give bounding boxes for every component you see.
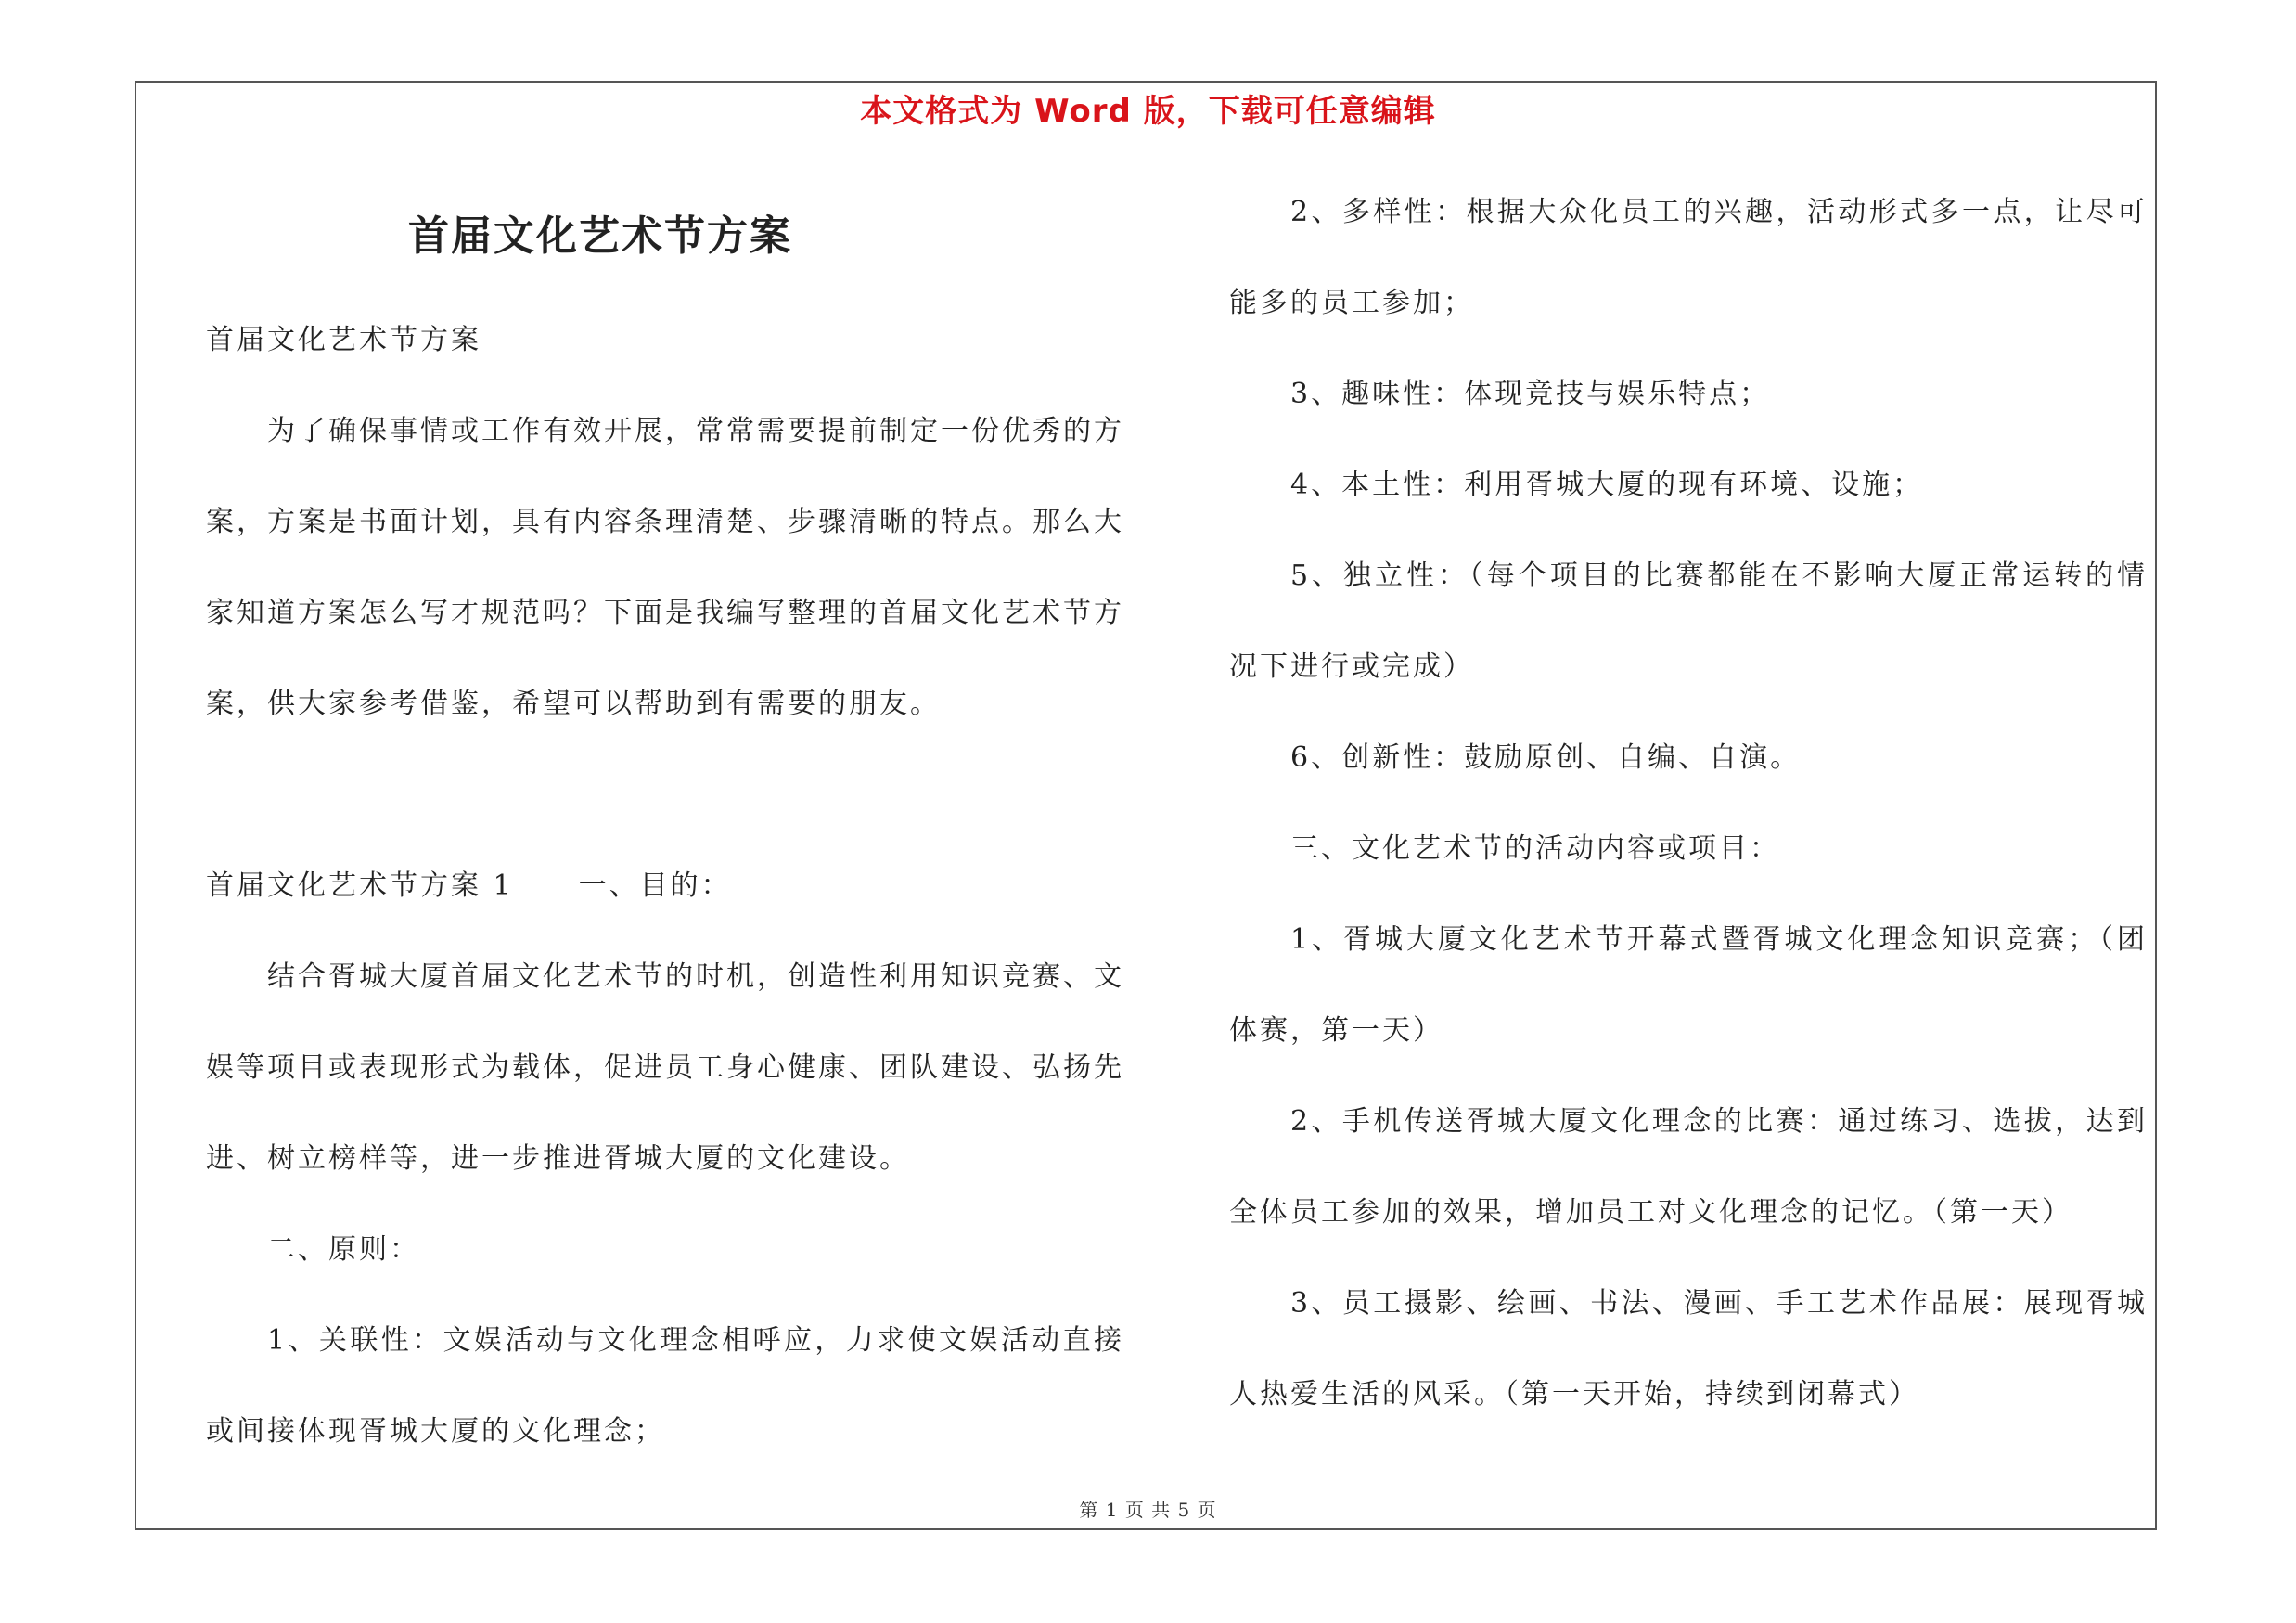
word-format-banner: 本文格式为 Word 版，下载可任意编辑 <box>860 93 1436 130</box>
principle-2-paragraph: 2、多样性：根据大众化员工的兴趣，活动形式多一点，让尽可能多的员工参加； <box>1229 196 2148 319</box>
paragraph-gap <box>206 750 1124 841</box>
principle-1-paragraph: 1、关联性：文娱活动与文化理念相呼应，力求使文娱活动直接或间接体现胥城大厦的文化理念； <box>206 1324 1124 1448</box>
section-1-line <box>206 841 1124 932</box>
section-1-name: 首届文化艺术节方案 1 <box>206 869 514 902</box>
document-title: 首届文化艺术节方案 <box>408 213 792 260</box>
activity-3-paragraph: 3、员工摄影、绘画、书法、漫画、手工艺术作品展：展现胥城人热爱生活的风采。（第一天开始，持续到闭幕式） <box>1229 1287 2148 1410</box>
activities-heading: 三、文化艺术节的活动内容或项目： <box>1290 832 1780 865</box>
left-column <box>206 182 1124 1477</box>
purpose-heading: 一、目的： <box>578 869 732 902</box>
purpose-paragraph: 结合胥城大厦首届文化艺术节的时机，创造性利用知识竞赛、文娱等项目或表现形式为载体，促进员工身心健康、团队建设、弘扬先进、树立榜样等，进一步推进胥城大厦的文化建设。 <box>206 960 1124 1175</box>
intro-paragraph: 为了确保事情或工作有效开展，常常需要提前制定一份优秀的方案，方案是书面计划，具有内容条理清楚、步骤清晰的特点。那么大家知道方案怎么写才规范吗？下面是我编写整理的首届文化艺术节方案，供大家参考借鉴，希望可以帮助到有需要的朋友。 <box>206 415 1124 720</box>
activity-1-paragraph: 1、胥城大厦文化艺术节开幕式暨胥城文化理念知识竞赛；（团体赛，第一天） <box>1229 923 2148 1047</box>
principle-3-paragraph: 3、趣味性：体现竞技与娱乐特点； <box>1290 378 1771 410</box>
right-column <box>1229 167 2148 1440</box>
document-subtitle: 首届文化艺术节方案 <box>206 324 481 356</box>
principle-5-paragraph: 5、独立性：（每个项目的比赛都能在不影响大厦正常运转的情况下进行或完成） <box>1229 560 2148 683</box>
principle-6-paragraph: 6、创新性：鼓励原创、自编、自演。 <box>1290 741 1802 774</box>
principles-heading: 二、原则： <box>267 1233 420 1266</box>
principle-4-paragraph: 4、本土性：利用胥城大厦的现有环境、设施； <box>1290 469 1924 501</box>
activity-2-paragraph: 2、手机传送胥城大厦文化理念的比赛：通过练习、选拔，达到全体员工参加的效果，增加员工对文化理念的记忆。（第一天） <box>1229 1105 2148 1229</box>
page-number-footer: 第 1 页 共 5 页 <box>1079 1499 1217 1521</box>
